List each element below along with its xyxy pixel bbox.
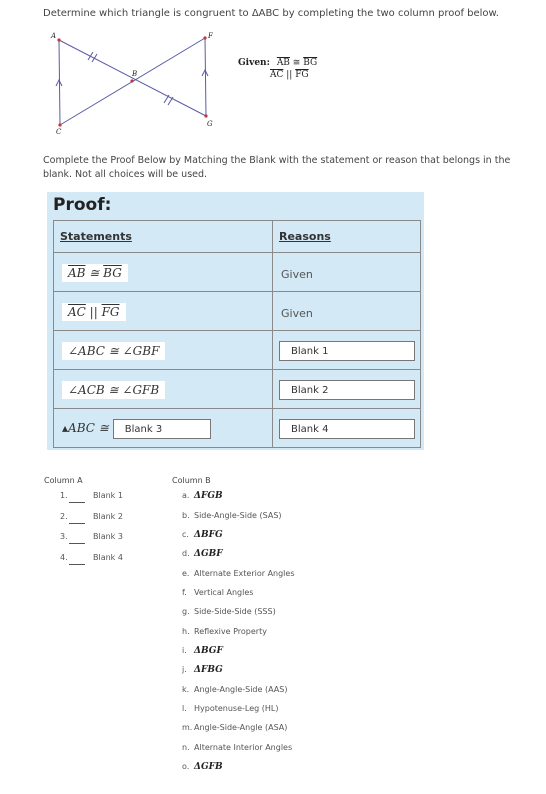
statement-cell <box>54 292 273 331</box>
statement-cell <box>54 409 273 448</box>
tick-bg-1 <box>164 95 169 103</box>
reason-cell <box>273 253 421 292</box>
column-a-item: 3. Blank 3 <box>44 532 134 546</box>
reason-text: Given <box>281 306 313 320</box>
question-text: Determine which triangle is congruent to ΔABC by completing the two column proof below. <box>43 8 499 19</box>
segment-ag <box>59 40 206 116</box>
proof-header-row <box>54 221 421 253</box>
statement-text: $\overline{AB}$ ≅ $\overline{BG}$ <box>62 264 128 282</box>
column-a-item: 1. Blank 1 <box>44 491 134 505</box>
blank-2-dropzone[interactable]: Blank 2 <box>279 380 415 400</box>
statements-header: Statements <box>54 221 273 253</box>
label-g: G <box>207 120 213 128</box>
blank-4-dropzone[interactable]: Blank 4 <box>279 419 415 439</box>
given-label: Given: <box>238 58 270 68</box>
point-c <box>58 123 61 126</box>
column-b-item: g. Side-Side-Side (SSS) <box>182 607 276 616</box>
proof-row <box>54 253 421 292</box>
point-a <box>57 38 60 41</box>
segment-fg <box>205 38 206 116</box>
statement-text: $\overline{AC}$ || $\overline{FG}$ <box>62 303 126 321</box>
column-b-item: i. ΔBGF <box>182 646 223 656</box>
proof-row <box>54 409 421 448</box>
proof-row <box>54 331 421 370</box>
column-b-item: e. Alternate Exterior Angles <box>182 569 295 578</box>
triangle-figure <box>50 30 230 140</box>
column-b-item: b. Side-Angle-Side (SAS) <box>182 511 282 520</box>
reason-text: Given <box>281 267 313 281</box>
point-b <box>130 79 133 82</box>
column-b-item: h. Reflexive Property <box>182 627 267 636</box>
column-b-item: l. Hypotenuse-Leg (HL) <box>182 704 279 713</box>
label-f: F <box>208 32 213 40</box>
blank-3-dropzone[interactable]: Blank 3 <box>113 419 211 439</box>
answer-line[interactable] <box>69 543 85 544</box>
answer-line[interactable] <box>69 523 85 524</box>
column-b-item: n. Alternate Interior Angles <box>182 743 293 752</box>
label-a: A <box>51 32 57 40</box>
statement-cell <box>54 370 273 409</box>
blank-1-dropzone[interactable]: Blank 1 <box>279 341 415 361</box>
label-b: B <box>132 70 138 78</box>
column-b-item: m. Angle-Side-Angle (ASA) <box>182 723 288 732</box>
reason-cell <box>273 292 421 331</box>
column-a-item: 4. Blank 4 <box>44 553 134 567</box>
column-b-item: f. Vertical Angles <box>182 588 254 597</box>
column-b-item: j. ΔFBG <box>182 665 223 675</box>
column-b-item: k. Angle-Angle-Side (AAS) <box>182 685 288 694</box>
reason-cell <box>273 331 421 370</box>
statement-text: ∠ACB ≅ ∠GFB <box>62 381 165 399</box>
statement-cell <box>54 253 273 292</box>
instructions-text: Complete the Proof Below by Matching the Blank with the statement or reason that belongs in the blank. Not all choices will be used. <box>43 155 511 180</box>
answer-line[interactable] <box>69 564 85 565</box>
answer-line[interactable] <box>69 502 85 503</box>
statement-cell <box>54 331 273 370</box>
reason-cell <box>273 409 421 448</box>
column-b-item: o. ΔGFB <box>182 762 223 772</box>
column-a-item: 2. Blank 2 <box>44 512 134 526</box>
proof-title: Proof: <box>53 195 112 215</box>
column-b-item: c. ΔBFG <box>182 530 223 540</box>
reasons-header: Reasons <box>273 221 421 253</box>
column-a-header: Column A <box>44 476 83 485</box>
column-b-header: Column B <box>172 476 211 485</box>
statement-text: ∠ABC ≅ ∠GBF <box>62 342 165 360</box>
point-f <box>203 36 206 39</box>
arrow-ac <box>56 80 62 86</box>
point-g <box>204 114 207 117</box>
statement-text: ▴ABC ≅ <box>62 421 109 435</box>
proof-row <box>54 370 421 409</box>
reason-cell <box>273 370 421 409</box>
proof-row <box>54 292 421 331</box>
label-c: C <box>56 128 62 136</box>
proof-table <box>53 220 421 448</box>
given-block: Given: $\overline{AB}$ ≅ $\overline{BG}$ $\overline{AC}$ || $\overline{FG}$ <box>238 58 318 80</box>
column-b-item: a. ΔFGB <box>182 491 223 501</box>
tick-ab-1 <box>88 52 93 60</box>
column-b-item: d. ΔGBF <box>182 549 223 559</box>
